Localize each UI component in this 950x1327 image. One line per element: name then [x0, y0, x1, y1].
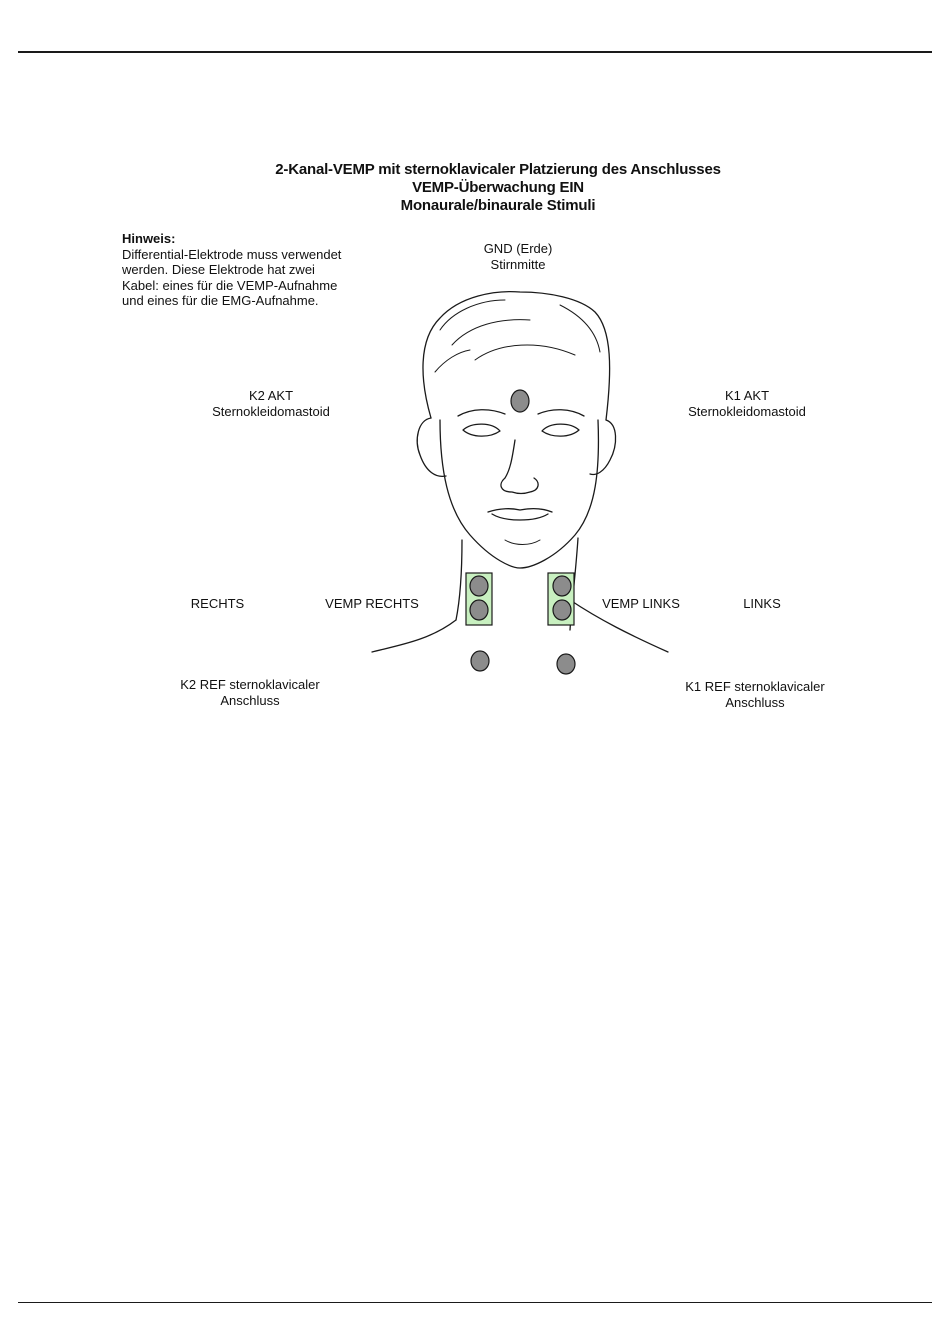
eye-right — [463, 424, 500, 436]
eyebrow-right — [458, 410, 505, 416]
diagram-title — [0, 161, 950, 215]
k2-ref-label — [168, 677, 332, 709]
k1-ref-label — [672, 679, 838, 711]
k2-ref-electrode — [471, 651, 489, 671]
k2-akt-label-line2: Sternokleidomastoid — [212, 404, 330, 419]
rechts-label — [170, 596, 265, 612]
k2-akt-label-line1: K2 AKT — [248, 388, 294, 403]
nose — [501, 440, 538, 494]
neck-right — [456, 540, 462, 620]
vemp-links-electrode-upper — [553, 576, 571, 596]
rechts-text: RECHTS — [190, 596, 245, 611]
gnd-electrode — [511, 390, 529, 412]
note-body: Differential-Elektrode muss verwendet werden. Diese Elektrode hat zwei Kabel: eines für die VEMP-Aufnahme und eines für die EMG-Aufnahme. — [122, 246, 342, 309]
links-label — [726, 596, 798, 612]
chin-line — [505, 540, 540, 545]
ear-right — [417, 418, 446, 476]
vemp-rechts-label — [314, 596, 430, 612]
k1-akt-label-line2: Sternokleidomastoid — [688, 404, 806, 419]
links-text: LINKS — [743, 596, 781, 611]
title-line-3: Monaurale/binaurale Stimuli — [400, 197, 596, 214]
shoulder-right — [372, 620, 456, 652]
vemp-rechts-electrode-upper — [470, 576, 488, 596]
k1-ref-label-line2: Anschluss — [725, 695, 785, 710]
hair-strands — [435, 300, 600, 372]
mouth — [488, 509, 552, 520]
k2-ref-label-line1: K2 REF sternoklavicaler — [180, 677, 320, 692]
title-line-2: VEMP-Überwachung EIN — [412, 179, 584, 196]
vemp-rechts-text: VEMP RECHTS — [325, 596, 419, 611]
ear-left — [590, 420, 616, 474]
vemp-links-electrode-lower — [553, 600, 571, 620]
k1-akt-label — [672, 388, 822, 420]
k1-akt-label-line1: K1 AKT — [724, 388, 770, 403]
title-line-1: 2-Kanal-VEMP mit sternoklavicaler Platzierung des Anschlusses — [275, 161, 721, 178]
note-box — [122, 231, 372, 309]
eyebrow-left — [538, 410, 584, 416]
k2-ref-label-line2: Anschluss — [220, 693, 280, 708]
gnd-label-line2: Stirnmitte — [490, 257, 546, 272]
vemp-links-text: VEMP LINKS — [602, 596, 680, 611]
k1-ref-label-line1: K1 REF sternoklavicaler — [685, 679, 825, 694]
k2-akt-label — [196, 388, 346, 420]
gnd-label-line1: GND (Erde) — [483, 241, 553, 256]
vemp-rechts-electrode-lower — [470, 600, 488, 620]
k1-ref-electrode — [557, 654, 575, 674]
vemp-links-label — [588, 596, 694, 612]
note-title: Hinweis: — [122, 231, 176, 246]
gnd-label — [468, 241, 568, 273]
eye-left — [542, 424, 579, 436]
